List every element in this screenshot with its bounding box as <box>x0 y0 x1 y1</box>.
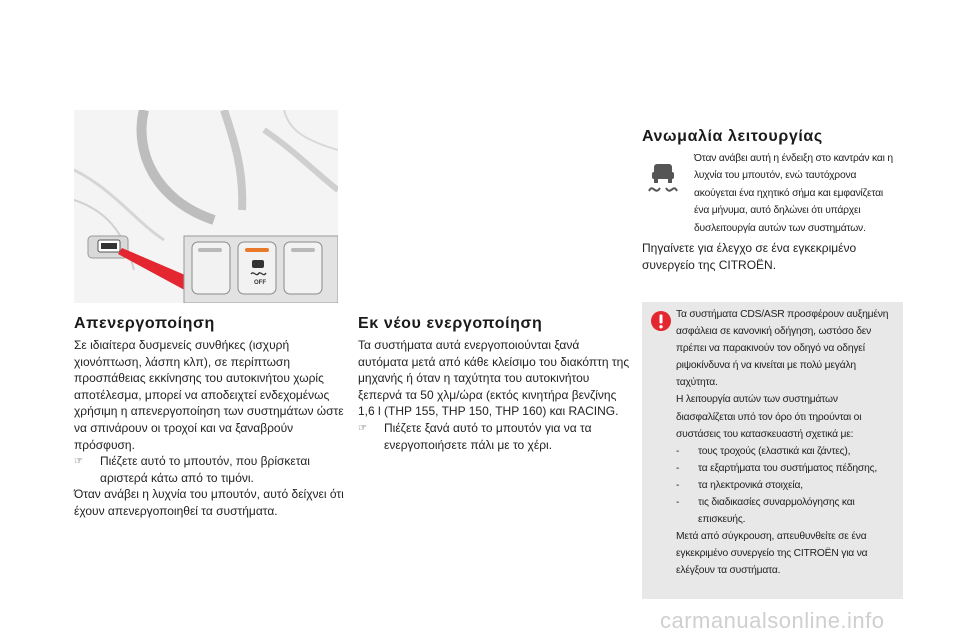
deactivation-bullet <box>74 453 346 486</box>
safety-note <box>642 302 903 599</box>
watermark: carmanualsonline.info <box>660 608 885 633</box>
list-item: - τους τροχούς (ελαστικά και ζάντες), <box>676 445 851 457</box>
list-item: - τα ηλεκτρονικά στοιχεία, <box>676 479 803 491</box>
list-item: - τα εξαρτήματα του συστήματος πέδησης, <box>676 462 878 474</box>
skid-warning-icon <box>643 158 683 198</box>
deactivation-bullet-text: Πιέζετε αυτό το μπουτόν, που βρίσκεται αριστερά κάτω από το τιμόνι. <box>100 454 310 485</box>
reactivation-heading: Εκ νέου ενεργοποίηση <box>358 315 543 332</box>
safety-note-text <box>676 306 898 580</box>
reactivation-paragraph: Τα συστήματα αυτά ενεργοποιούνται ξανά αυτόματα μετά από κάθε κλείσιμο του διακόπτη της μηχανής ή όταν η ταχύτητα του αυτοκινήτου ξεπερνά τα 50 χλμ/ώρα (εκτός κινητήρα βενζίνης 1,6 l (THP 155, THP 150, THP 160) και RACING. <box>358 338 630 419</box>
deactivation-paragraph: Σε ιδιαίτερα δυσμενείς συνθήκες (ισχυρή χιονόπτωση, λάσπη κλπ), σε περίπτωση προσπάθειας εκκίνησης του αυτοκινήτου χωρίς αποτέλεσμα, μπορεί να αποδειχτεί ενδεχομένως χρήσιμη η απενεργοποίηση των συστημάτων ώστε να σπινάρουν οι τροχοί και να ξαναβρούν πρόσφυση. <box>74 338 344 452</box>
exclamation-icon <box>650 310 672 332</box>
service-advice: Πηγαίνετε για έλεγχο σε ένα εγκεκριμένο συνεργείο της CITROËN. <box>642 241 857 272</box>
deactivation-heading: Απενεργοποίηση <box>74 315 215 332</box>
malfunction-description: Όταν ανάβει αυτή η ένδειξη στο καντράν και η λυχνία του μπουτόν, ενώ ταυτόχρονα ακούγεται ένα ηχητικό σήμα και εμφανίζεται ένα μήνυμα, αυτό δηλώνει ότι υπάρχει δυσλειτουργία αυτών των συστημάτων. <box>694 153 893 234</box>
note-outro: Μετά από σύγκρουση, απευθυνθείτε σε ένα εγκεκριμένο συνεργείο της CITROËN για να ελέγξουν τα συστήματα. <box>676 531 868 577</box>
dashboard-illustration <box>74 110 338 303</box>
off-label: OFF <box>254 280 266 286</box>
arrow-icon: ☞ <box>358 422 367 434</box>
list-item: - τις διαδικασίες συναρμολόγησης και επισκευής. <box>676 497 855 526</box>
note-intro: Τα συστήματα CDS/ASR προσφέρουν αυξημένη ασφάλεια σε κανονική οδήγηση, ωστόσο δεν πρέπει να παρακινούν τον οδηγό να οδηγεί ριψοκίνδυνα ή να κινείται με πολύ μεγάλη ταχύτητα. <box>676 309 889 389</box>
reactivation-bullet-text: Πιέζετε ξανά αυτό το μπουτόν για να τα ενεργοποιήσετε πάλι με το χέρι. <box>384 420 592 452</box>
arrow-icon: ☞ <box>74 456 83 468</box>
reactivation-bullet <box>358 420 630 453</box>
note-lead: Η λειτουργία αυτών των συστημάτων διασφαλίζεται υπό τον όρο ότι τηρούνται οι συστάσεις του κατασκευαστή σχετικά με: <box>676 394 862 440</box>
deactivation-body <box>74 337 346 520</box>
reactivation-body <box>358 337 630 453</box>
malfunction-heading: Ανωμαλία λειτουργίας <box>642 128 823 145</box>
deactivation-indicator-paragraph: Όταν ανάβει η λυχνία του μπουτόν, αυτό δείχνει ότι έχουν απενεργοποιηθεί τα συστήματα. <box>74 487 344 518</box>
